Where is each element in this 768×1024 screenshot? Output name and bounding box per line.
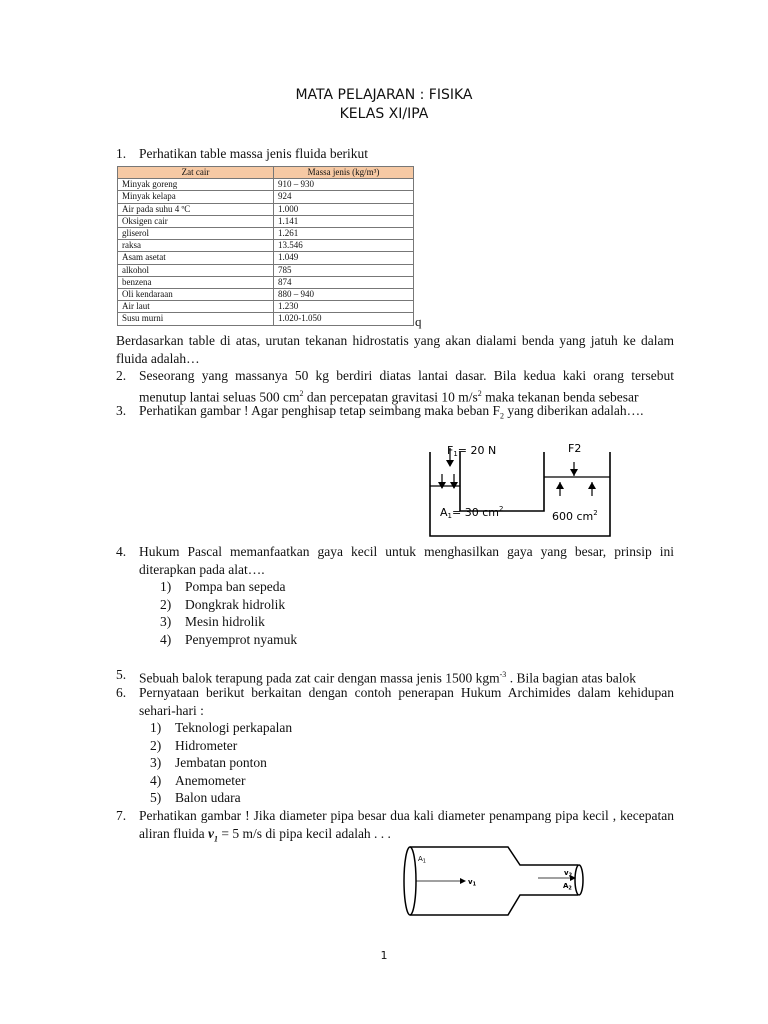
table-cell: benzena bbox=[118, 276, 274, 288]
table-cell: raksa bbox=[118, 240, 274, 252]
question-text bbox=[139, 807, 674, 848]
list-item bbox=[150, 737, 237, 755]
fluid-density-table bbox=[117, 166, 414, 326]
question-number: 3. bbox=[116, 403, 127, 418]
list-number: 1) bbox=[160, 579, 172, 594]
table-row bbox=[118, 228, 414, 240]
page-number: 1 bbox=[380, 949, 388, 962]
list-label: Balon udara bbox=[175, 790, 241, 805]
table-cell: Asam asetat bbox=[118, 252, 274, 264]
table-cell: 880 – 940 bbox=[274, 289, 414, 301]
table-row bbox=[118, 264, 414, 276]
arrow-head-icon bbox=[570, 469, 578, 476]
question-text: Pernyataan berikut berkaitan dengan contoh penerapan Hukum Archimides dalam kehidupan sehari-hari : bbox=[139, 685, 674, 718]
text-segment: Seseorang yang massanya 50 kg berdiri diatas lantai dasar. Bila kedua kaki orang tersebut menutup lantai seluas 500 cm bbox=[139, 368, 674, 404]
arrow-head-icon bbox=[556, 482, 564, 489]
table-row bbox=[118, 289, 414, 301]
v1-label: $v_1$ bbox=[468, 878, 477, 888]
list-item bbox=[160, 631, 297, 649]
list-number: 4) bbox=[150, 773, 162, 788]
f2-label: F2 bbox=[568, 442, 582, 455]
table-header-cell: Massa jenis (kg/m³) bbox=[274, 167, 414, 179]
list-label: Pompa ban sepeda bbox=[185, 579, 286, 594]
question-text bbox=[139, 402, 674, 425]
table-cell: 1.000 bbox=[274, 203, 414, 215]
list-item bbox=[150, 754, 267, 772]
list-label: Dongkrak hidrolik bbox=[185, 597, 286, 612]
list-number: 1) bbox=[150, 720, 162, 735]
table-cell: Oli kendaraan bbox=[118, 289, 274, 301]
question-1-followup: Berdasarkan table di atas, urutan tekanan hidrostatis yang akan dialami benda yang jatuh ke dalam fluida adalah… bbox=[116, 333, 674, 366]
table-cell: Minyak goreng bbox=[118, 179, 274, 191]
question-6 bbox=[116, 684, 674, 719]
table-cell: Susu murni bbox=[118, 313, 274, 325]
f1-label: F1= 20 N bbox=[447, 444, 497, 458]
table-cell: 1.141 bbox=[274, 215, 414, 227]
table-row bbox=[118, 240, 414, 252]
question-text bbox=[139, 367, 674, 406]
text-segment: maka tekanan benda sebesar bbox=[481, 389, 639, 404]
question-number: 6. bbox=[116, 685, 127, 700]
superscript: -3 bbox=[499, 670, 507, 679]
stray-character: q bbox=[415, 314, 422, 329]
text-segment: yang diberikan adalah…. bbox=[504, 403, 644, 418]
table-row bbox=[118, 252, 414, 264]
superscript: 2 bbox=[477, 388, 482, 398]
large-pipe-opening bbox=[404, 847, 416, 915]
table-row bbox=[118, 276, 414, 288]
a1-label: A1= 30 $cm^2$ bbox=[440, 505, 504, 520]
class-title: KELAS XI/IPA bbox=[339, 106, 429, 122]
table-cell: 1.230 bbox=[274, 301, 414, 313]
a2-label: 600 $cm^2$ bbox=[552, 509, 598, 523]
table-cell: 924 bbox=[274, 191, 414, 203]
list-number: 2) bbox=[160, 597, 172, 612]
table-cell: Air pada suhu 4 ºC bbox=[118, 203, 274, 215]
table-row bbox=[118, 313, 414, 325]
question-number: 5. bbox=[116, 667, 127, 682]
question-text: Hukum Pascal memanfaatkan gaya kecil untuk menghasilkan gaya yang besar, prinsip ini diterapkan pada alat…. bbox=[139, 544, 674, 577]
table-cell: alkohol bbox=[118, 264, 274, 276]
text-segment: Perhatikan gambar ! Agar penghisap tetap seimbang maka beban F bbox=[139, 403, 501, 418]
table-row bbox=[118, 191, 414, 203]
arrow-head-icon bbox=[588, 482, 596, 489]
table-cell: 910 – 930 bbox=[274, 179, 414, 191]
hydraulic-press-figure bbox=[420, 436, 620, 542]
table-cell: 1.261 bbox=[274, 228, 414, 240]
table-row bbox=[118, 179, 414, 191]
table-cell: 13.546 bbox=[274, 240, 414, 252]
superscript: 2 bbox=[299, 388, 304, 398]
question-2 bbox=[116, 367, 674, 406]
small-pipe-opening bbox=[575, 865, 583, 895]
list-label: Penyemprot nyamuk bbox=[185, 632, 298, 647]
table-cell: 874 bbox=[274, 276, 414, 288]
vessel-inner-wall bbox=[460, 452, 544, 511]
list-number: 2) bbox=[150, 738, 162, 753]
table-cell: 1.020-1.050 bbox=[274, 313, 414, 325]
subscript: 1 bbox=[213, 834, 218, 844]
table-row bbox=[118, 215, 414, 227]
text-segment: Perhatikan gambar ! Jika diameter pipa besar dua kali diameter penampang pipa kecil , kecepatan aliran fluida bbox=[139, 808, 674, 841]
list-label: Mesin hidrolik bbox=[185, 614, 265, 629]
question-text: Perhatikan table massa jenis fluida berikut bbox=[139, 146, 369, 161]
question-4 bbox=[116, 543, 674, 578]
table-row bbox=[118, 301, 414, 313]
table-cell: Oksigen cair bbox=[118, 215, 274, 227]
v2-label: $v_2$ bbox=[564, 869, 573, 879]
list-label: Anemometer bbox=[175, 773, 246, 788]
table-cell: Air laut bbox=[118, 301, 274, 313]
text-segment: . Bila bagian atas balok bbox=[506, 670, 637, 686]
list-number: 4) bbox=[160, 632, 172, 647]
text-segment: Sebuah balok terapung pada zat cair dengan massa jenis 1500 kgm bbox=[139, 670, 500, 686]
question-number: 4. bbox=[116, 544, 127, 559]
table-cell: gliserol bbox=[118, 228, 274, 240]
question-number: 7. bbox=[116, 808, 127, 823]
list-number: 5) bbox=[150, 790, 162, 805]
list-item bbox=[160, 596, 285, 614]
list-number: 3) bbox=[150, 755, 162, 770]
list-item bbox=[150, 772, 245, 790]
list-item bbox=[160, 613, 265, 631]
table-row bbox=[118, 203, 414, 215]
text-segment: = 5 m/s di pipa kecil adalah . . . bbox=[217, 825, 391, 841]
arrow-head-icon bbox=[460, 878, 466, 884]
question-number: 2. bbox=[116, 368, 127, 383]
arrow-head-icon bbox=[446, 460, 454, 467]
question-1 bbox=[116, 145, 674, 163]
list-item bbox=[160, 578, 285, 596]
question-7 bbox=[116, 807, 674, 848]
table-cell: Minyak kelapa bbox=[118, 191, 274, 203]
list-label: Jembatan ponton bbox=[175, 755, 267, 770]
list-item bbox=[150, 789, 241, 807]
question-3 bbox=[116, 402, 674, 425]
pipe-flow-figure bbox=[398, 844, 588, 918]
subject-title: MATA PELAJARAN : FISIKA bbox=[295, 87, 473, 103]
text-segment: dan percepatan gravitasi 10 m/s bbox=[303, 389, 478, 404]
list-number: 3) bbox=[160, 614, 172, 629]
question-number: 1. bbox=[116, 146, 127, 161]
subscript: 2 bbox=[500, 411, 505, 421]
table-cell: 785 bbox=[274, 264, 414, 276]
a2-label: $A_2$ bbox=[563, 882, 572, 892]
a1-label: $A_1$ bbox=[418, 855, 426, 865]
table-cell: 1.049 bbox=[274, 252, 414, 264]
list-label: Teknologi perkapalan bbox=[175, 720, 293, 735]
vessel-outer-wall bbox=[430, 452, 610, 536]
list-label: Hidrometer bbox=[175, 738, 238, 753]
table-header-row bbox=[118, 167, 414, 179]
table-header-cell: Zat cair bbox=[118, 167, 274, 179]
variable: v bbox=[207, 825, 214, 841]
list-item bbox=[150, 719, 292, 737]
